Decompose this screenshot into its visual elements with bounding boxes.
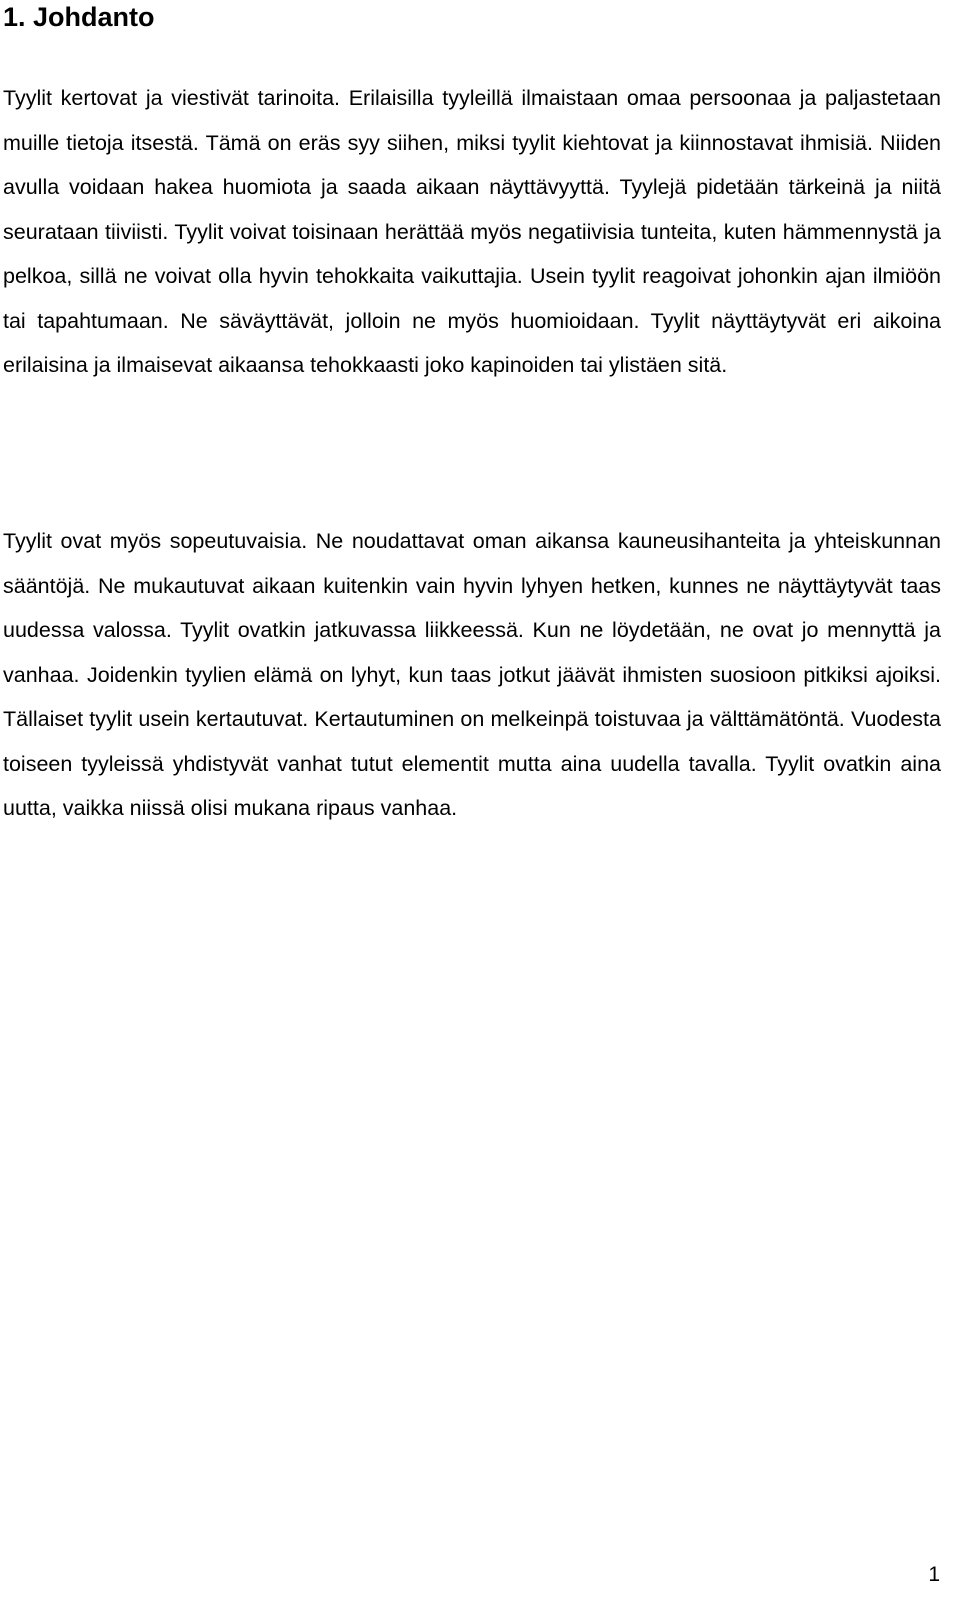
section-heading: 1. Johdanto: [3, 2, 155, 32]
paragraph-2: Tyylit ovat myös sopeutuvaisia. Ne noudattavat oman aikansa kauneusihanteita ja yhteiskunnan sääntöjä. Ne mukautuvat aikaan kuitenkin vain hyvin lyhyen hetken, kunnes ne näyttäytyvät taas uudessa valossa. Tyylit ovatkin jatkuvassa liikkeessä. Kun ne löydetään, ne ovat jo mennyttä ja vanhaa. Joidenkin tyylien elämä on lyhyt, kun taas jotkut jäävät ihmisten suosioon pitkiksi ajoiksi. Tällaiset tyylit usein kertautuvat. Kertautuminen on melkeinpä toistuvaa ja välttämätöntä. Vuodesta toiseen tyyleissä yhdistyvät vanhat tutut elementit mutta aina uudella tavalla. Tyylit ovatkin aina uutta, vaikka niissä olisi mukana ripaus vanhaa.: [3, 529, 941, 820]
paragraph-1: Tyylit kertovat ja viestivät tarinoita. Erilaisilla tyyleillä ilmaistaan omaa persoonaa ja paljastetaan muille tietoja itsestä. Tämä on eräs syy siihen, miksi tyylit kiehtovat ja kiinnostavat ihmisiä. Niiden avulla voidaan hakea huomiota ja saada aikaan näyttävyyttä. Tyylejä pidetään tärkeinä ja niitä seurataan tiiviisti. Tyylit voivat toisinaan herättää myös negatiivisia tunteita, kuten hämmennystä ja pelkoa, sillä ne voivat olla hyvin tehokkaita vaikuttajia. Usein tyylit reagoivat johonkin ajan ilmiöön tai tapahtumaan. Ne säväyttävät, jolloin ne myös huomioidaan. Tyylit näyttäytyvät eri aikoina erilaisina ja ilmaisevat aikaansa tehokkaasti joko kapinoiden tai ylistäen sitä.: [3, 86, 941, 377]
page-number: 1: [928, 1563, 940, 1586]
